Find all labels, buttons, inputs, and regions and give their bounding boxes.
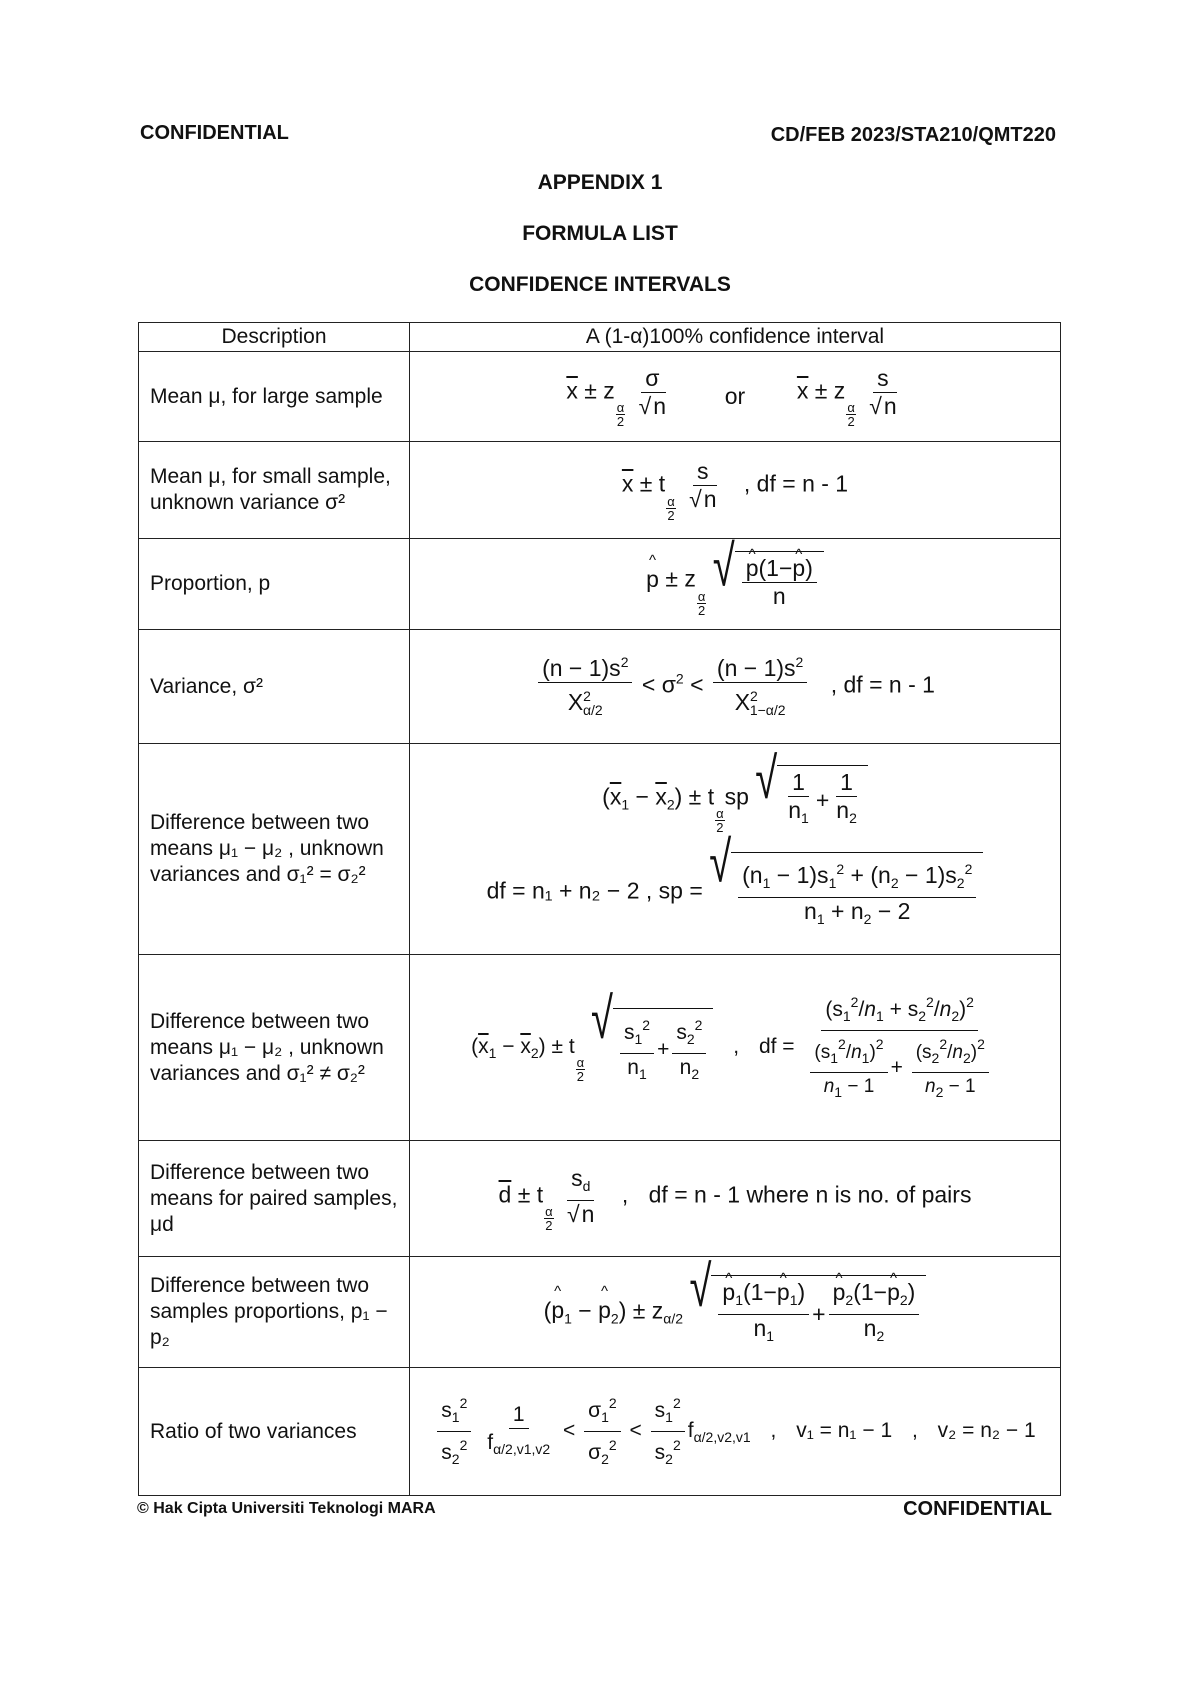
header-right: CD/FEB 2023/STA210/QMT220 bbox=[770, 124, 1056, 146]
table-row bbox=[139, 1257, 1061, 1368]
footer-confidential: CONFIDENTIAL bbox=[903, 1498, 1052, 1520]
df-label: , df = n - 1 bbox=[830, 671, 935, 698]
table-row bbox=[139, 1368, 1061, 1496]
formula-mean-large-sample-s: $\overline{x} \pm z$ $\frac{\alpha}{2}$ $\frac{s}{√n}$ bbox=[796, 364, 897, 430]
table-row bbox=[139, 630, 1061, 744]
row-description: Difference between two samples proportions, p₁ − p₂ bbox=[139, 1257, 410, 1368]
sp-label: sp = bbox=[658, 877, 703, 904]
table-header-row bbox=[139, 323, 1061, 352]
formula-variance: $\frac{(n - 1)s^2}{X^2_{\alpha/2}}$ < $\sigma^2$ < $\frac{(n - 1)s^2}{X^2_{1-\alpha/2}}$ , df = n - 1 bbox=[535, 649, 935, 724]
appendix-title: APPENDIX 1 bbox=[537, 171, 663, 194]
row-formula bbox=[410, 535, 1061, 630]
header-left: CONFIDENTIAL bbox=[140, 122, 289, 144]
row-description: Ratio of two variances bbox=[139, 1368, 410, 1496]
row-description: Mean μ, for small sample, unknown variance σ² bbox=[139, 442, 410, 539]
row-description: Difference between two means μ₁ − μ₂ , unknown variances and σ₁² ≠ σ₂² bbox=[139, 955, 410, 1141]
column-header-description: Description bbox=[139, 323, 410, 352]
formula-mean-large-sample: $\overline{x} \pm z$ $\frac{\alpha}{2}$ $\frac{\sigma}{√n}$ bbox=[566, 364, 667, 430]
column-header-interval: A (1-α)100% confidence interval bbox=[410, 323, 1061, 352]
row-formula bbox=[410, 955, 1061, 1141]
row-description: Variance, σ² bbox=[139, 630, 410, 744]
row-formula bbox=[410, 1254, 1061, 1368]
table-row bbox=[139, 1141, 1061, 1257]
row-formula bbox=[410, 352, 1061, 442]
formula-proportion: ^ p ± z $\frac{\alpha}{2}$ √ ^ $\frac{p(1-\^{} p)}{n}$ bbox=[646, 551, 824, 617]
v2-label: v₂ = n₂ − 1 bbox=[937, 1419, 1036, 1443]
formula-list-title: FORMULA LIST bbox=[522, 222, 678, 245]
df-label: , df = n - 1 bbox=[743, 470, 849, 497]
formula-two-proportions: (^ $p_1$ − ^ $p_2) \pm z_{\alpha/2}$ √ ^ $\frac{p_1(1-\^{} p_1)}{n_1}$ + ^ $\frac{p_2(1-\^{} p_2)}{n_2}$ bbox=[544, 1275, 927, 1350]
row-formula bbox=[410, 442, 1061, 539]
row-formula bbox=[410, 1368, 1061, 1496]
table-row bbox=[139, 744, 1061, 955]
table-row bbox=[139, 955, 1061, 1141]
row-description: Mean μ, for large sample bbox=[139, 352, 410, 442]
row-formula bbox=[410, 1141, 1061, 1257]
row-description: Difference between two means μ₁ − μ₂ , unknown variances and σ₁² = σ₂² bbox=[139, 744, 410, 955]
table-row bbox=[139, 352, 1061, 442]
section-title: CONFIDENCE INTERVALS bbox=[469, 273, 731, 296]
formula-pooled-ci: $(\overline{x}_1 - \overline{x}_2) \pm t$ $\frac{\alpha}{2}$ sp √ $\frac{1}{n_1}$ + $\frac{1}{n_2}$ bbox=[410, 765, 1060, 835]
row-formula bbox=[410, 744, 1061, 955]
row-description: Difference between two means for paired samples, μd bbox=[139, 1141, 410, 1257]
row-formula bbox=[410, 630, 1061, 744]
v1-label: v₁ = n₁ − 1 bbox=[796, 1419, 893, 1443]
formula-paired: $\overline{d} \pm t$ $\frac{\alpha}{2}$ $\frac{s_d}{√n}$ , df = n - 1 where n is no. of pairs bbox=[498, 1164, 972, 1234]
table-row bbox=[139, 442, 1061, 539]
table-row bbox=[139, 539, 1061, 630]
formula-mean-small-sample: $\overline{x} \pm t$ $\frac{\alpha}{2}$ $\frac{s}{√n}$ , df = n - 1 bbox=[621, 458, 849, 523]
formula-unpooled-ci: $(\overline{x}_1 - \overline{x}_2) \pm t$ $\frac{\alpha}{2}$ √ $\frac{s_1^2}{n_1}$ + $\frac{s_2^2}{n_2}$ , df = $(s_1^2/n_1 + s_2^2/n_2)^2$ $\frac{(s_1^2/n_1)^2}{n_1 - 1}$ + $\frac{(s_2^2/n_2)^2}{n_2 - 1}$ bbox=[471, 989, 999, 1106]
df-pairs-label: df = n - 1 where n is no. of pairs bbox=[648, 1181, 972, 1208]
row-description: Proportion, p bbox=[139, 539, 410, 630]
formula-pooled-df-sp: df = n₁ + n₂ − 2 , sp = √ $\frac{(n_1 - 1)s_1^2 + (n_2 - 1)s_2^2}{n_1 + n_2 - 2}$ bbox=[410, 852, 1060, 933]
formula-table bbox=[138, 322, 1061, 1496]
formula-variance-ratio: $\frac{s_1^2}{s_2^2}$ $\frac{1}{f_{\alpha/2,v1,v2}}$ < $\frac{\sigma_1^2}{\sigma_2^2}$ < $\frac{s_1^2}{s_2^2}$ $f_{\alpha/2,v2,v1}$ , v₁ = n₁ − 1 , v₂ = n₂ − 1 bbox=[434, 1390, 1035, 1473]
footer-copyright: © Hak Cipta Universiti Teknologi MARA bbox=[137, 1500, 436, 1517]
formula-or-label: or bbox=[724, 383, 746, 409]
df-pooled-label: df = n₁ + n₂ − 2 , bbox=[486, 877, 653, 904]
